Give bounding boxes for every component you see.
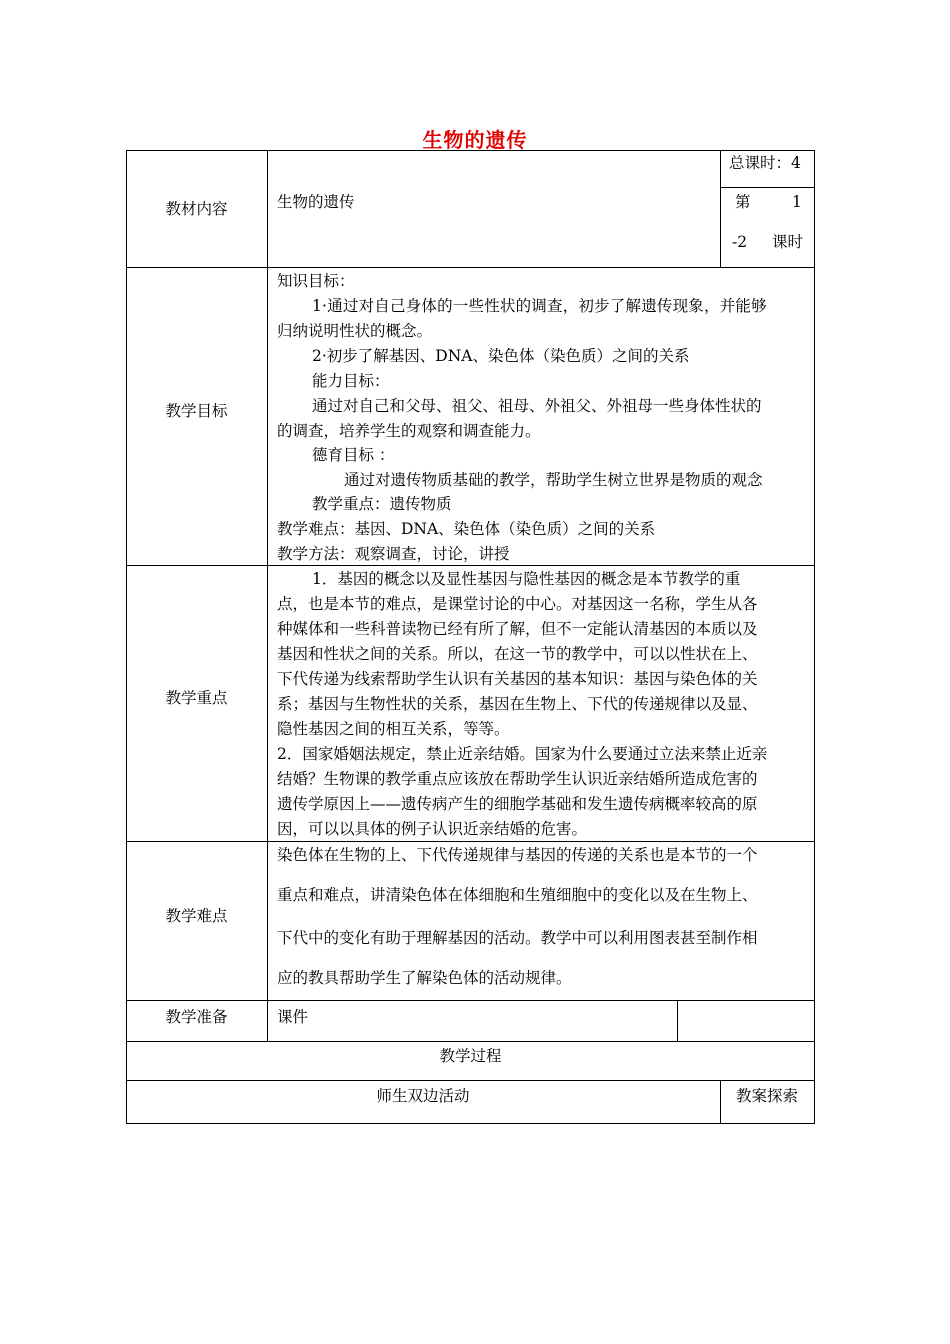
preparation-label: 教学准备	[165, 1008, 228, 1026]
table-row-divider	[720, 187, 815, 188]
process-label: 教学过程	[439, 1047, 502, 1065]
key-points-line: 基因和性状之间的关系。所以，在这一节的教学中，可以以性状在上、	[277, 645, 758, 663]
goals-line: 通过对遗传物质基础的教学，帮助学生树立世界是物质的观念	[344, 471, 763, 489]
session-label-a: 第	[735, 193, 751, 211]
goals-line: 的调查，培养学生的观察和调查能力。	[277, 422, 541, 440]
goals-label: 教学目标	[165, 402, 228, 420]
key-points-label: 教学重点	[165, 689, 228, 707]
goals-line: 2·初步了解基因、DNA、染色体（染色质）之间的关系	[312, 347, 690, 365]
key-points-line: 结婚？生物课的教学重点应该放在帮助学生认识近亲结婚所造成危害的	[277, 770, 758, 788]
key-points-line: 种媒体和一些科普读物已经有所了解，但不一定能认清基因的本质以及	[277, 620, 758, 638]
goals-line: 通过对自己和父母、祖父、祖母、外祖父、外祖母一些身体性状的	[312, 397, 762, 415]
key-points-line: 隐性基因之间的相互关系，等等。	[277, 720, 510, 738]
table-border-left	[126, 150, 127, 1123]
content-value: 生物的遗传	[277, 193, 355, 211]
session-label-b: 1	[792, 193, 802, 211]
table-border-right	[814, 150, 815, 1123]
activities-label: 师生双边活动	[376, 1087, 470, 1105]
difficulties-line: 应的教具帮助学生了解染色体的活动规律。	[277, 969, 572, 987]
session-label-c: -2	[732, 233, 748, 251]
key-points-line: 遗传学原因上——遗传病产生的细胞学基础和发生遗传病概率较高的原	[277, 795, 758, 813]
key-points-line: 因，可以以具体的例子认识近亲结婚的危害。	[277, 820, 588, 838]
key-points-line: 1．基因的概念以及显性基因与隐性基因的概念是本节教学的重	[312, 570, 741, 588]
goals-line: 教学难点：基因、DNA、染色体（染色质）之间的关系	[277, 520, 656, 538]
table-row-divider	[126, 1080, 815, 1081]
preparation-column-divider	[677, 1000, 678, 1041]
table-row-divider	[126, 267, 815, 268]
goals-line: 教学重点：遗传物质	[312, 495, 452, 513]
table-row-divider	[126, 1000, 815, 1001]
key-points-line: 2．国家婚姻法规定，禁止近亲结婚。国家为什么要通过立法来禁止近亲	[277, 745, 768, 763]
difficulties-line: 染色体在生物的上、下代传递规律与基因的传递的关系也是本节的一个	[277, 846, 758, 864]
label-column-divider	[267, 150, 268, 1041]
key-points-line: 系；基因与生物性状的关系，基因在生物上、下代的传递规律以及显、	[277, 695, 758, 713]
preparation-value: 课件	[277, 1008, 309, 1026]
document-title: 生物的遗传	[422, 128, 528, 152]
content-label: 教材内容	[165, 200, 228, 218]
difficulties-line: 重点和难点，讲清染色体在体细胞和生殖细胞中的变化以及在生物上、	[277, 886, 758, 904]
difficulties-label: 教学难点	[165, 907, 228, 925]
table-border-top	[126, 150, 815, 151]
key-points-line: 点，也是本节的难点，是课堂讨论的中心。对基因这一名称，学生从各	[277, 595, 758, 613]
hours-column-divider	[720, 150, 721, 267]
goals-line: 能力目标：	[312, 372, 390, 390]
table-row-divider	[126, 1041, 815, 1042]
key-points-line: 下代传递为线索帮助学生认识有关基因的基本知识：基因与染色体的关	[277, 670, 758, 688]
table-row-divider	[126, 565, 815, 566]
table-border-bottom	[126, 1123, 815, 1124]
goals-line: 知识目标：	[277, 272, 355, 290]
difficulties-line: 下代中的变化有助于理解基因的活动。教学中可以利用图表甚至制作相	[277, 929, 758, 947]
total-hours: 总课时：4	[729, 154, 801, 172]
goals-line: 1·通过对自己身体的一些性状的调查，初步了解遗传现象，并能够	[312, 297, 767, 315]
goals-line: 教学方法：观察调查，讨论，讲授	[277, 545, 510, 563]
explore-label: 教案探索	[735, 1087, 798, 1105]
table-row-divider	[126, 841, 815, 842]
session-label-d: 课时	[772, 233, 804, 251]
goals-line: 归纳说明性状的概念。	[277, 322, 433, 340]
goals-line: 德育目标 ：	[312, 446, 395, 464]
